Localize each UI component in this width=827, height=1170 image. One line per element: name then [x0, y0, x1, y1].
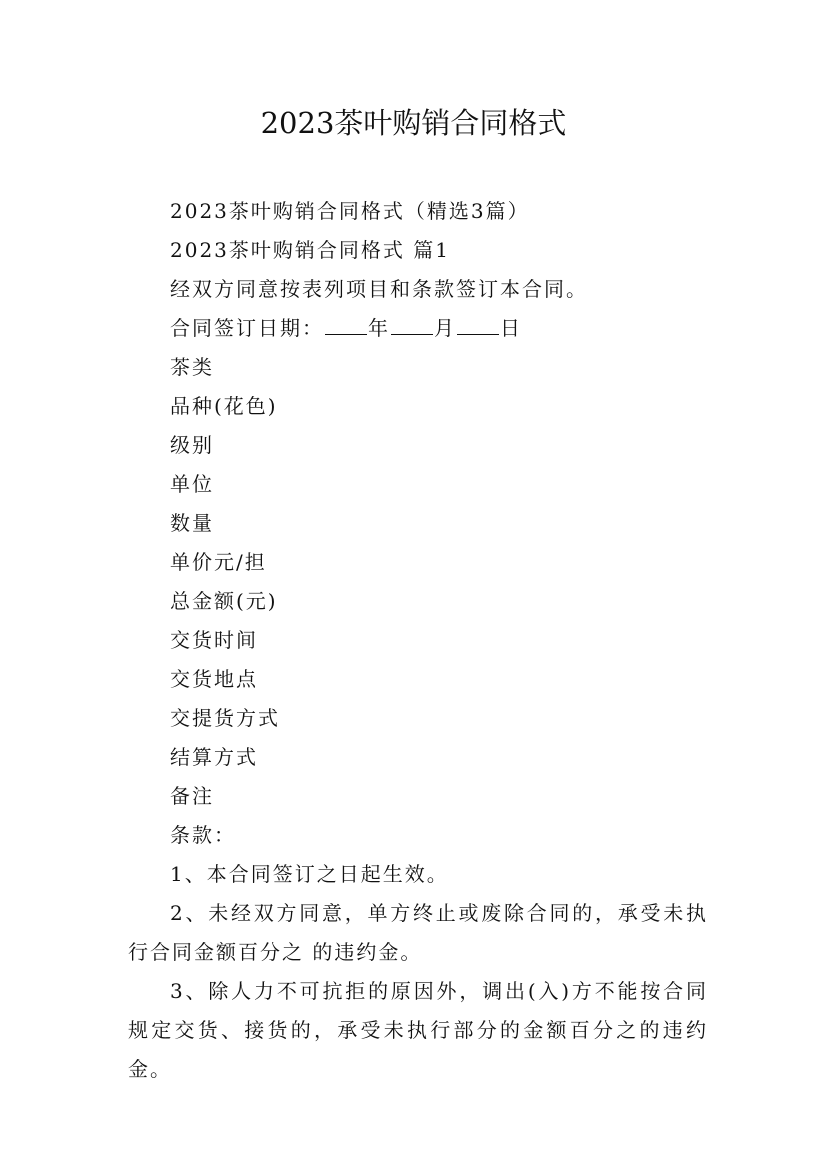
day-label: 日: [500, 316, 522, 340]
month-blank: [391, 312, 433, 335]
field-label: 总金额(元): [170, 589, 278, 613]
year-label: 年: [368, 316, 390, 340]
field-label: 结算方式: [170, 745, 258, 769]
field-label: 数量: [170, 511, 214, 535]
field-label: 交货时间: [170, 628, 258, 652]
document-subtitle: 2023茶叶购销合同格式（精选3篇）: [170, 199, 530, 223]
month-label: 月: [434, 316, 456, 340]
clause-paragraph: 2、未经双方同意，单方终止或废除合同的，承受未执行合同金额百分之 的违约金。: [128, 901, 708, 964]
sign-date-label: 合同签订日期：: [170, 316, 324, 340]
document-title: 2023茶叶购销合同格式: [260, 106, 567, 140]
field-label: 备注: [170, 784, 214, 808]
field-label: 交货地点: [170, 667, 258, 691]
field-label: 级别: [170, 433, 214, 457]
field-label: 单位: [170, 472, 214, 496]
field-label: 单价元/担: [170, 550, 267, 574]
sign-date-line: [128, 309, 708, 348]
clause-paragraph: 3、除人力不可抗拒的原因外，调出(入)方不能按合同规定交货、接货的，承受未执行部分的金额百分之的违约金。: [128, 979, 708, 1081]
document-body: [128, 192, 708, 1089]
clauses-heading: 条款：: [170, 823, 236, 847]
year-blank: [325, 312, 367, 335]
clause-paragraph: 1、本合同签订之日起生效。: [170, 862, 449, 886]
intro-text: 经双方同意按表列项目和条款签订本合同。: [170, 277, 588, 301]
day-blank: [457, 312, 499, 335]
section-heading: 2023茶叶购销合同格式 篇1: [170, 238, 450, 262]
field-label: 茶类: [170, 355, 214, 379]
field-label: 交提货方式: [170, 706, 280, 730]
field-label: 品种(花色): [170, 394, 278, 418]
